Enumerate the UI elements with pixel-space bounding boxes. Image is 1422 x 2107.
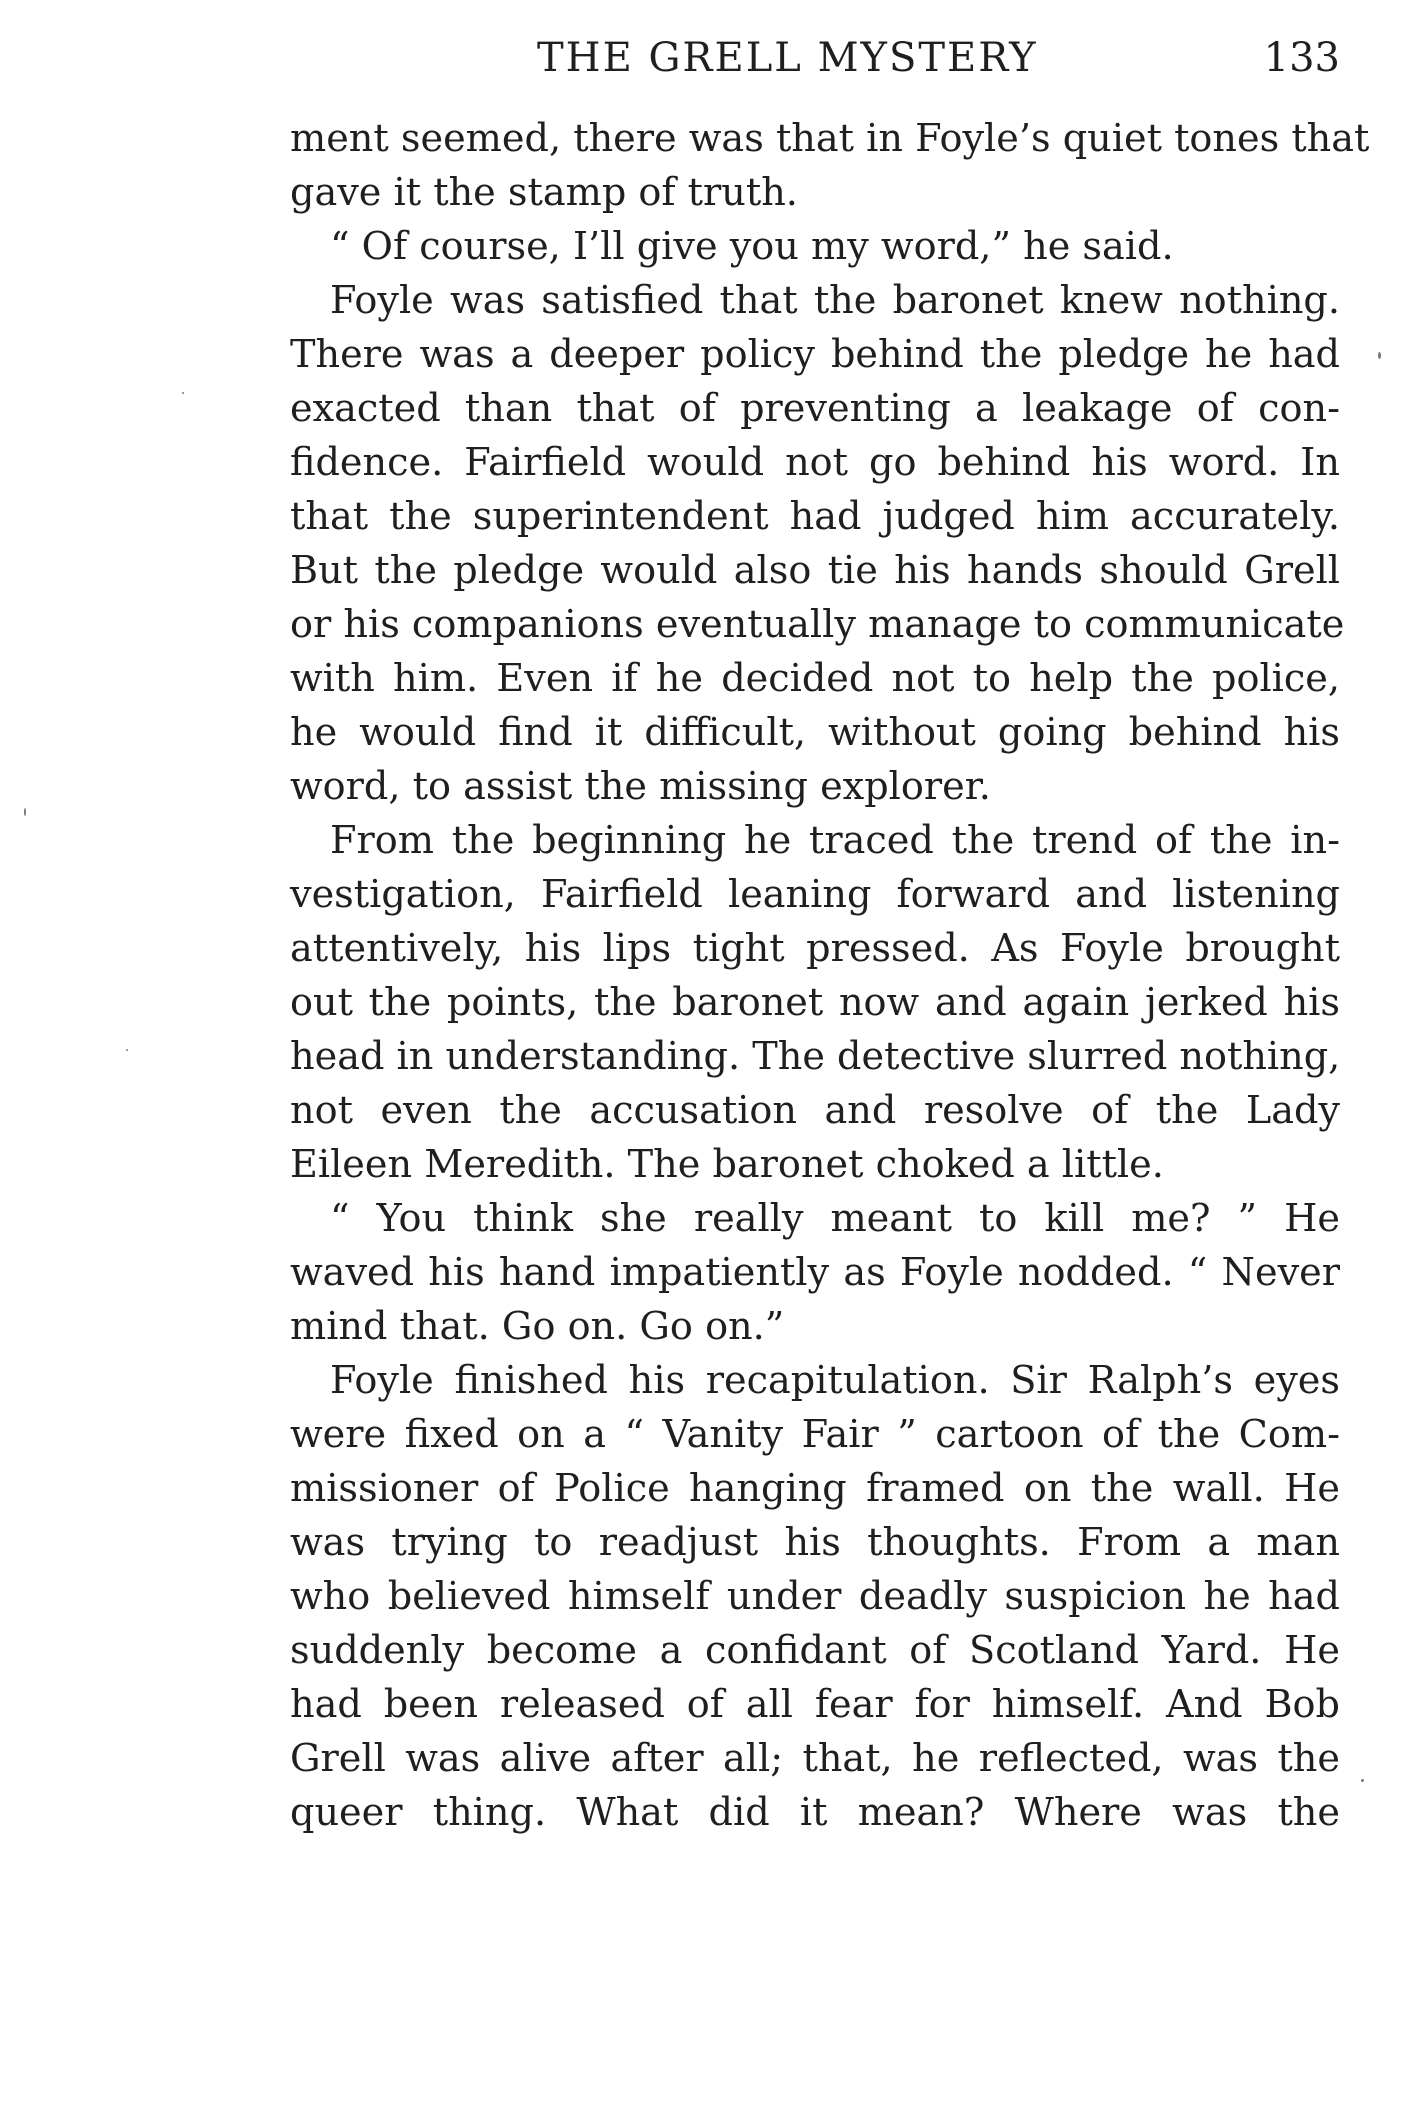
text-line: “ You think she really meant to kill me? ” He xyxy=(330,1197,1340,1241)
text-line: Foyle was satisfied that the baronet knew nothing. xyxy=(330,279,1340,323)
text-line: queer thing. What did it mean? Where was the xyxy=(290,1791,1340,1835)
paper-speck xyxy=(182,392,184,394)
text-line: fidence. Fairfield would not go behind his word. In xyxy=(290,441,1340,485)
text-line: out the points, the baronet now and again jerked his xyxy=(290,981,1340,1025)
text-line: From the beginning he traced the trend of the in- xyxy=(330,819,1340,863)
paper-speck xyxy=(1361,1779,1364,1782)
text-line: mind that. Go on. Go on.” xyxy=(290,1305,785,1349)
text-line: gave it the stamp of truth. xyxy=(290,171,798,215)
paper-speck xyxy=(126,1049,128,1051)
text-line: attentively, his lips tight pressed. As Foyle brought xyxy=(290,927,1340,971)
text-line: was trying to readjust his thoughts. From a man xyxy=(290,1521,1340,1565)
page-number: 133 xyxy=(1263,35,1340,81)
text-line: ment seemed, there was that in Foyle’s quiet tones that xyxy=(290,117,1370,161)
text-line: head in understanding. The detective slurred nothing, xyxy=(290,1035,1341,1079)
text-line: suddenly become a confidant of Scotland Yard. He xyxy=(290,1629,1340,1673)
text-line: vestigation, Fairfield leaning forward and listening xyxy=(290,873,1340,917)
text-line: had been released of all fear for himself. And Bob xyxy=(290,1683,1340,1727)
text-line: waved his hand impatiently as Foyle nodded. “ Never xyxy=(290,1251,1340,1295)
text-line: exacted than that of preventing a leakage of con- xyxy=(290,387,1340,431)
text-line: were fixed on a “ Vanity Fair ” cartoon of the Com- xyxy=(290,1413,1340,1457)
text-line: with him. Even if he decided not to help the police, xyxy=(290,657,1340,701)
text-line: that the superintendent had judged him accurately. xyxy=(290,495,1340,539)
text-line: “ Of course, I’ll give you my word,” he said. xyxy=(330,225,1174,269)
text-line: word, to assist the missing explorer. xyxy=(290,765,991,809)
paper-speck xyxy=(24,808,26,816)
text-line: not even the accusation and resolve of the Lady xyxy=(290,1089,1340,1133)
text-line: missioner of Police hanging framed on the wall. He xyxy=(290,1467,1340,1511)
text-line: But the pledge would also tie his hands should Grell xyxy=(290,549,1340,593)
running-head xyxy=(290,28,1340,98)
text-line: who believed himself under deadly suspicion he had xyxy=(290,1575,1340,1619)
text-line: There was a deeper policy behind the pledge he had xyxy=(290,333,1340,377)
paper-speck xyxy=(1378,352,1381,359)
text-line: Foyle finished his recapitulation. Sir Ralph’s eyes xyxy=(330,1359,1340,1403)
body-text xyxy=(290,112,1370,1840)
text-line: or his companions eventually manage to communicate xyxy=(290,603,1345,647)
text-line: Eileen Meredith. The baronet choked a little. xyxy=(290,1143,1164,1187)
text-line: Grell was alive after all; that, he reflected, was the xyxy=(290,1737,1340,1781)
running-title: THE GRELL MYSTERY xyxy=(537,35,1038,81)
text-line: he would find it difficult, without going behind his xyxy=(290,711,1340,755)
